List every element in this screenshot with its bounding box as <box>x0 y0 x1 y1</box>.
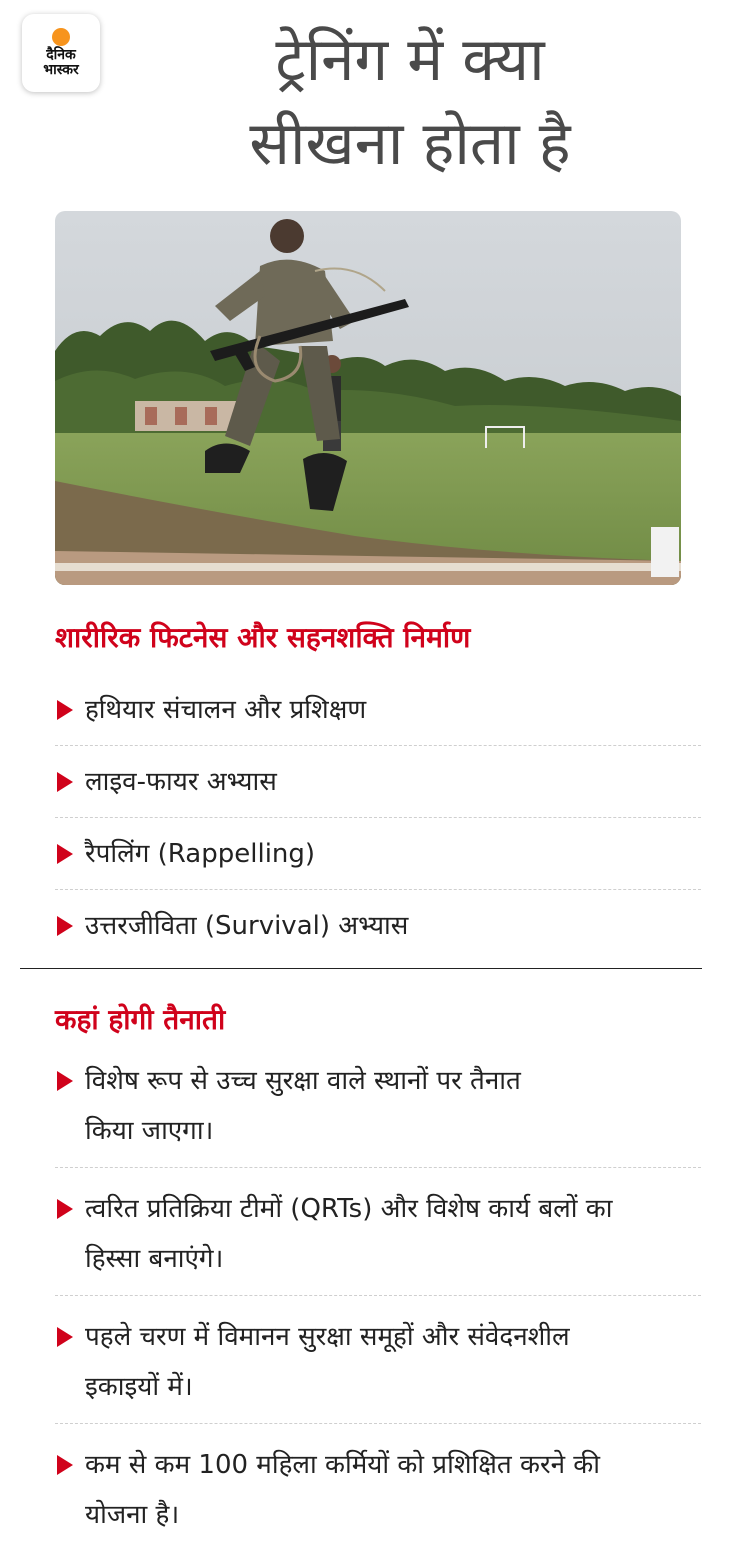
list-item-line-2: इकाइयों में। <box>85 1372 193 1402</box>
triangle-bullet-icon <box>57 772 73 792</box>
list-item-text: लाइव-फायर अभ्यास <box>85 767 277 797</box>
training-photo <box>55 211 681 585</box>
list-item-text: रैपलिंग (Rappelling) <box>85 839 316 869</box>
list-item-text: हथियार संचालन और प्रशिक्षण <box>85 695 367 725</box>
logo-line-1: दैनिक <box>46 47 76 63</box>
list-item <box>55 1040 701 1168</box>
list-item-line-1: कम से कम 100 महिला कर्मियों को प्रशिक्षित करने की <box>85 1450 600 1480</box>
dainik-bhaskar-logo[interactable] <box>22 14 100 92</box>
list-item <box>55 674 701 746</box>
list-item <box>55 1296 701 1424</box>
list-item <box>55 746 701 818</box>
triangle-bullet-icon <box>57 916 73 936</box>
list-item-line-2: योजना है। <box>85 1500 180 1530</box>
training-photo-illustration <box>55 211 681 585</box>
list-item-line-1: पहले चरण में विमानन सुरक्षा समूहों और संवेदनशील <box>85 1322 570 1352</box>
triangle-bullet-icon <box>57 1071 73 1091</box>
list-item-text: उत्तरजीविता (Survival) अभ्यास <box>85 911 409 941</box>
triangle-bullet-icon <box>57 1455 73 1475</box>
section-heading-deployment: कहां होगी तैनाती <box>55 1003 226 1036</box>
section-heading-fitness: शारीरिक फिटनेस और सहनशक्ति निर्माण <box>55 621 471 654</box>
page-title <box>110 18 710 186</box>
deployment-list <box>55 1040 701 1552</box>
title-line-1: ट्रेनिंग में क्या <box>275 25 545 95</box>
triangle-bullet-icon <box>57 844 73 864</box>
list-item-line-2: किया जाएगा। <box>85 1116 214 1146</box>
triangle-bullet-icon <box>57 700 73 720</box>
list-item-line-2: हिस्सा बनाएंगे। <box>85 1244 224 1274</box>
list-item <box>55 818 701 890</box>
section-divider <box>20 968 702 969</box>
list-item <box>55 1168 701 1296</box>
list-item-line-1: विशेष रूप से उच्च सुरक्षा वाले स्थानों पर तैनात <box>85 1066 521 1096</box>
title-line-2: सीखना होता है <box>249 109 571 179</box>
list-item <box>55 890 701 962</box>
list-item <box>55 1424 701 1552</box>
triangle-bullet-icon <box>57 1327 73 1347</box>
logo-line-2: भास्कर <box>43 62 79 78</box>
triangle-bullet-icon <box>57 1199 73 1219</box>
list-item-line-1: त्वरित प्रतिक्रिया टीमों (QRTs) और विशेष कार्य बलों का <box>85 1194 613 1224</box>
training-list <box>55 674 701 962</box>
sun-icon <box>52 28 70 46</box>
